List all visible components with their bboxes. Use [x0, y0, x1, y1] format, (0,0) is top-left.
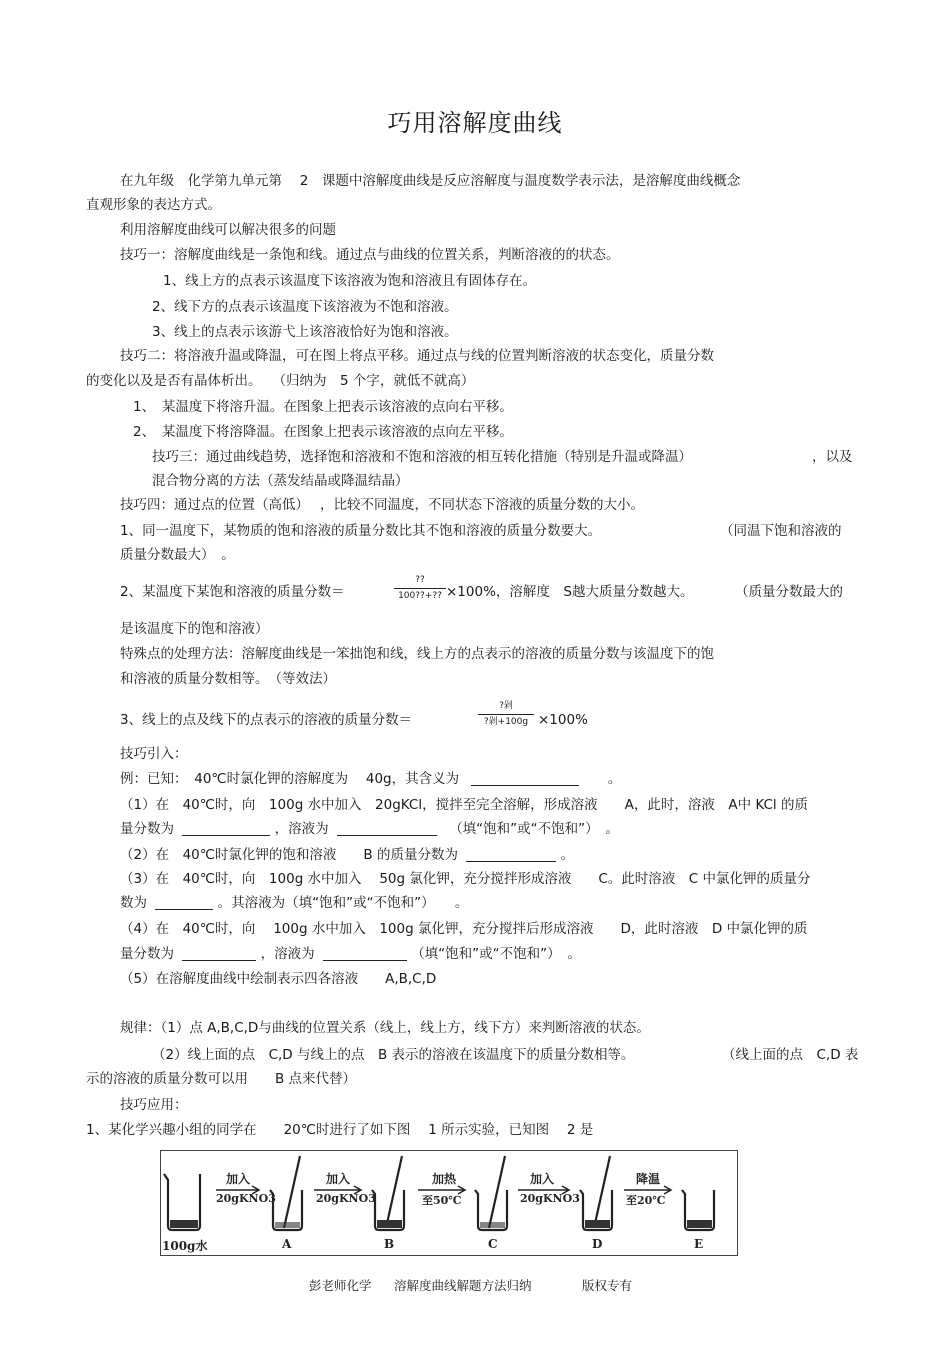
step-2-action: 加入 [326, 1172, 351, 1186]
question-4-cont [120, 945, 581, 963]
application-question-1: 1、某化学兴趣小组的同学在 20℃时进行了如下图 1 所示实验，已知图 2 是 [86, 1122, 594, 1138]
step-5-detail: 至20℃ [626, 1194, 666, 1207]
rule-2: （2）线上面的点 C,D 与线上的点 B 表示的溶液在该温度下的质量分数相等。 [152, 1047, 635, 1063]
application-heading: 技巧应用： [120, 1097, 188, 1113]
beaker-label-1: 100g水 [162, 1239, 208, 1253]
beaker-label-2: A [282, 1237, 292, 1251]
beaker-label-6: E [694, 1237, 704, 1251]
special-points: 特殊点的处理方法：溶解度曲线是一笨拙饱和线，线上方的点表示的溶液的质量分数与该温度下的饱 [120, 646, 714, 662]
q1-text-1: 量分数为 [120, 821, 174, 837]
answer-blank-q1-fraction[interactable] [182, 821, 270, 836]
question-3: （3）在 40℃时，向 100g 水中加入 50g 氯化钾，充分搅拌形成溶液 C。此时溶液 C 中氯化钾的质量分 [120, 871, 811, 887]
beaker-label-3: B [384, 1237, 395, 1251]
q2-text: （2）在 40℃时氯化钾的饱和溶液 B 的质量分数为 [120, 847, 458, 863]
step-1-action: 加入 [226, 1172, 251, 1186]
step-2-detail: 20gKNO3 [316, 1192, 376, 1205]
step-1-detail: 20gKNO3 [216, 1192, 276, 1205]
tip-4-item-2-cont: 是该温度下的饱和溶液） [120, 621, 269, 637]
tip-3-heading-cont: 混合物分离的方法（蒸发结晶或降温结晶） [152, 473, 409, 489]
formula-2-numerator: ?剁 [499, 701, 513, 711]
step-4-detail: 20gKNO3 [520, 1192, 580, 1205]
answer-blank-q4-state[interactable] [323, 946, 407, 961]
answer-blank-q1-state[interactable] [337, 821, 437, 836]
tip-2-heading-cont: 的变化以及是否有晶体析出。 （归纳为 5 个字，就低不就高） [86, 373, 475, 389]
tip-4-heading: 技巧四：通过点的位置（高低） ，比较不同温度，不同状态下溶液的质量分数的大小。 [120, 497, 645, 513]
tip-intro-heading: 技巧引入： [120, 746, 188, 762]
question-1-cont [120, 820, 619, 838]
footer-copyright: 版权专有 [582, 1278, 633, 1293]
q4-text-1: 量分数为 [120, 946, 174, 962]
special-points-cont: 和溶液的质量分数相等。 （等效法） [120, 671, 336, 687]
step-3-action: 加热 [432, 1172, 457, 1186]
rule-2-cont: 示的溶液的质量分数可以用 B 点来代替） [86, 1071, 357, 1087]
tip-4-item-1: 1、同一温度下，某物质的饱和溶液的质量分数比其不饱和溶液的质量分数要大。 [120, 523, 602, 539]
mass-fraction-formula [394, 575, 446, 602]
formula-numerator: ?? [415, 575, 425, 585]
experiment-figure [160, 1150, 738, 1256]
q4-text-2: ，溶液为 [260, 946, 315, 962]
step-4-action: 加入 [530, 1172, 555, 1186]
tip-2-heading: 技巧二：将溶液升温或降温，可在图上将点平移。通过点与线的位置判断溶液的状态变化，质量分数 [120, 348, 714, 364]
tip-1-item-1: 1、线上方的点表示该温度下该溶液为饱和溶液且有固体存在。 [163, 273, 537, 289]
mass-fraction-formula-2 [478, 701, 534, 728]
tip-1-item-3: 3、线上的点表示该游弋上该溶液恰好为饱和溶液。 [152, 324, 458, 340]
step-3-detail: 至50℃ [422, 1194, 462, 1207]
tip-1-item-2: 2、线下方的点表示该温度下该溶液为不饱和溶液。 [152, 299, 458, 315]
example-line [120, 770, 621, 788]
tip-4-item-1-cont: 质量分数最大） 。 [120, 547, 235, 563]
tip-4-item-2-rest: ×100%，溶解度 S越大质量分数越大。 [446, 584, 694, 600]
q1-text-2: ，溶液为 [274, 821, 329, 837]
answer-blank-q3[interactable] [155, 895, 213, 910]
tip-4-item-3-rest: ×100% [538, 712, 588, 728]
question-4: （4）在 40℃时，向 100g 水中加入 100g 氯化钾，充分搅拌后形成溶液 D，此时溶液 D 中氯化钾的质 [120, 921, 808, 937]
step-5-action: 降温 [636, 1172, 661, 1186]
formula-2-denominator: ?剁+100g [483, 717, 529, 727]
tip-3-heading: 技巧三：通过曲线趋势，选择饱和溶液和不饱和溶液的相互转化措施（特别是升温或降温） [152, 449, 692, 465]
answer-blank-q4-fraction[interactable] [182, 946, 256, 961]
answer-blank-meaning[interactable] [471, 771, 579, 786]
tip-1-heading: 技巧一：溶解度曲线是一条饱和线。通过点与曲线的位置关系，判断溶液的的状态。 [120, 247, 620, 263]
page-title: 巧用溶解度曲线 [387, 109, 563, 137]
tip-4-item-3: 3、线上的点及线下的点表示的溶液的质量分数＝ [120, 712, 413, 728]
tip-4-item-2: 2、某温度下某饱和溶液的质量分数＝ [120, 584, 345, 600]
footer-subject: 溶解度曲线解题方法归纳 [394, 1278, 532, 1293]
q1-text-3: （填“饱和”或“不饱和”） 。 [449, 821, 619, 837]
q2-end: 。 [560, 847, 575, 863]
rule-1: 规律：（1）点 A,B,C,D与曲线的位置关系（线上，线上方，线下方）来判断溶液的状态。 [120, 1020, 650, 1036]
tip-4-item-2-tail: （质量分数最大的 [735, 584, 843, 600]
footer-author: 彭老师化学 [309, 1278, 372, 1293]
tip-2-item-2: 2、 某温度下将溶降温。在图象上把表示该溶液的点向左平移。 [133, 424, 513, 440]
intro-line-2: 利用溶解度曲线可以解决很多的问题 [120, 222, 336, 238]
beaker-label-4: C [488, 1237, 498, 1251]
formula-denominator: 100??+?? [398, 591, 442, 601]
answer-blank-q2[interactable] [466, 847, 556, 862]
example-end: 。 [607, 771, 622, 787]
intro-paragraph-cont: 直观形象的表达方式。 [86, 197, 221, 213]
tip-3-heading-tail: ，以及 [812, 449, 853, 465]
beaker-label-5: D [592, 1237, 603, 1251]
question-2 [120, 846, 574, 864]
rule-2-tail: （线上面的点 C,D 表 [722, 1047, 859, 1063]
q3-text-1: 数为 [120, 895, 147, 911]
question-3-cont [120, 894, 468, 912]
intro-paragraph: 在九年级 化学第九单元第 2 课题中溶解度曲线是反应溶解度与温度数学表示法，是溶解度曲线概念 [120, 173, 741, 189]
question-5: （5）在溶解度曲线中绘制表示四各溶液 A,B,C,D [120, 971, 437, 987]
q3-text-2: 。其溶液为（填“饱和”或“不饱和”） 。 [217, 895, 469, 911]
question-1: （1）在 40℃时，向 100g 水中加入 20gKCl，搅拌至完全溶解，形成溶液 A，此时，溶液 A中 KCl 的质 [120, 797, 808, 813]
q4-text-3: （填“饱和”或“不饱和”） 。 [411, 946, 581, 962]
tip-4-item-1-tail: （同温下饱和溶液的 [720, 523, 842, 539]
example-text: 例：已知： 40℃时氯化钾的溶解度为 40g，其含义为 [120, 771, 460, 787]
tip-2-item-1: 1、 某温度下将溶升温。在图象上把表示该溶液的点向右平移。 [133, 399, 513, 415]
